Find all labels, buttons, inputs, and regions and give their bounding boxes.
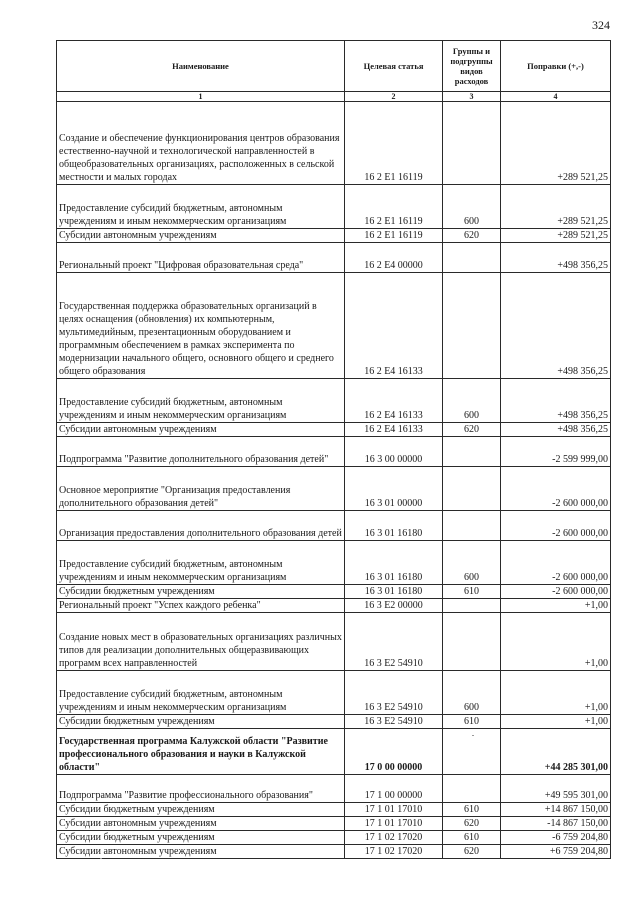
row-code: 16 3 E2 54910 bbox=[345, 613, 443, 671]
row-amount: +289 521,25 bbox=[501, 185, 611, 229]
row-code: 17 1 01 17010 bbox=[345, 803, 443, 817]
table-row bbox=[57, 437, 611, 467]
row-group bbox=[443, 102, 501, 185]
row-amount: -2 600 000,00 bbox=[501, 585, 611, 599]
row-code: 17 0 00 00000 bbox=[345, 729, 443, 775]
row-amount: +498 356,25 bbox=[501, 273, 611, 379]
row-code: 17 1 01 17010 bbox=[345, 817, 443, 831]
row-name: Создание и обеспечение функционирования центров образования естественно-научной и технологической направленностей в общеобразовательных организациях, расположенных в сельской местности и малых городах bbox=[57, 102, 345, 185]
row-name: Предоставление субсидий бюджетным, автономным учреждениям и иным некоммерческим организациям bbox=[57, 379, 345, 423]
row-code: 16 2 E4 16133 bbox=[345, 379, 443, 423]
row-name: Организация предоставления дополнительного образования детей bbox=[57, 511, 345, 541]
scan-speck bbox=[472, 735, 474, 736]
row-amount: +498 356,25 bbox=[501, 243, 611, 273]
column-number-1: 1 bbox=[57, 92, 345, 102]
table-row bbox=[57, 613, 611, 671]
row-code: 17 1 02 17020 bbox=[345, 845, 443, 859]
row-amount: +289 521,25 bbox=[501, 102, 611, 185]
row-amount: +289 521,25 bbox=[501, 229, 611, 243]
row-code: 17 1 00 00000 bbox=[345, 775, 443, 803]
row-group bbox=[443, 273, 501, 379]
row-group: 620 bbox=[443, 817, 501, 831]
scan-speck bbox=[100, 858, 102, 859]
row-group bbox=[443, 243, 501, 273]
row-name: Основное мероприятие "Организация предоставления дополнительного образования детей" bbox=[57, 467, 345, 511]
row-amount: +498 356,25 bbox=[501, 423, 611, 437]
table-row bbox=[57, 379, 611, 423]
column-number-row bbox=[57, 92, 611, 102]
table-row bbox=[57, 599, 611, 613]
row-amount: -2 600 000,00 bbox=[501, 511, 611, 541]
table-row bbox=[57, 729, 611, 775]
table-row bbox=[57, 585, 611, 599]
row-group bbox=[443, 467, 501, 511]
table-row bbox=[57, 467, 611, 511]
row-name: Государственная поддержка образовательных организаций в целях оснащения (обновления) их компьютерным, мультимедийным, презентационным оборудованием и программным обеспечением в рамках эксперимента по модернизации начального общего, основного общего и среднего общего образования bbox=[57, 273, 345, 379]
row-name: Субсидии автономным учреждениям bbox=[57, 817, 345, 831]
row-code: 16 2 E4 16133 bbox=[345, 423, 443, 437]
header-group: Группы и подгруппы видов расходов bbox=[443, 41, 501, 92]
row-group: 610 bbox=[443, 585, 501, 599]
row-group bbox=[443, 775, 501, 803]
table-row bbox=[57, 185, 611, 229]
row-group: 610 bbox=[443, 803, 501, 817]
row-code: 16 3 00 00000 bbox=[345, 437, 443, 467]
page-number: 324 bbox=[592, 18, 610, 32]
row-code: 16 2 E4 00000 bbox=[345, 243, 443, 273]
row-group bbox=[443, 613, 501, 671]
row-code: 16 2 E1 16119 bbox=[345, 229, 443, 243]
column-number-4: 4 bbox=[501, 92, 611, 102]
row-group bbox=[443, 511, 501, 541]
row-group: 600 bbox=[443, 379, 501, 423]
table-row bbox=[57, 803, 611, 817]
table-row bbox=[57, 541, 611, 585]
row-code: 16 2 E1 16119 bbox=[345, 102, 443, 185]
row-name: Субсидии бюджетным учреждениям bbox=[57, 715, 345, 729]
row-amount: -14 867 150,00 bbox=[501, 817, 611, 831]
table-row bbox=[57, 775, 611, 803]
row-group: 620 bbox=[443, 423, 501, 437]
row-amount: +49 595 301,00 bbox=[501, 775, 611, 803]
header-amount: Поправки (+,-) bbox=[501, 41, 611, 92]
row-group: 620 bbox=[443, 229, 501, 243]
row-name: Подпрограмма "Развитие профессионального образования" bbox=[57, 775, 345, 803]
row-code: 16 3 01 00000 bbox=[345, 467, 443, 511]
table-row bbox=[57, 423, 611, 437]
row-amount: +6 759 204,80 bbox=[501, 845, 611, 859]
budget-amendments-table bbox=[56, 40, 611, 859]
row-group: 600 bbox=[443, 671, 501, 715]
table-row bbox=[57, 102, 611, 185]
row-name: Субсидии автономным учреждениям bbox=[57, 845, 345, 859]
row-group bbox=[443, 599, 501, 613]
row-name: Региональный проект "Цифровая образовательная среда" bbox=[57, 243, 345, 273]
row-amount: -6 759 204,80 bbox=[501, 831, 611, 845]
table-row bbox=[57, 831, 611, 845]
table-row bbox=[57, 511, 611, 541]
row-group bbox=[443, 437, 501, 467]
row-group: 610 bbox=[443, 715, 501, 729]
row-amount: +1,00 bbox=[501, 671, 611, 715]
row-code: 16 3 01 16180 bbox=[345, 585, 443, 599]
row-group: 600 bbox=[443, 541, 501, 585]
table-row bbox=[57, 715, 611, 729]
row-name: Предоставление субсидий бюджетным, автономным учреждениям и иным некоммерческим организациям bbox=[57, 541, 345, 585]
table-row bbox=[57, 273, 611, 379]
row-amount: -2 599 999,00 bbox=[501, 437, 611, 467]
column-number-2: 2 bbox=[345, 92, 443, 102]
table-row bbox=[57, 243, 611, 273]
row-group: 610 bbox=[443, 831, 501, 845]
row-name: Государственная программа Калужской области "Развитие профессионального образования и науки в Калужской области" bbox=[57, 729, 345, 775]
row-amount: +1,00 bbox=[501, 715, 611, 729]
row-name: Региональный проект "Успех каждого ребенка" bbox=[57, 599, 345, 613]
row-code: 17 1 02 17020 bbox=[345, 831, 443, 845]
row-amount: +1,00 bbox=[501, 599, 611, 613]
row-name: Субсидии автономным учреждениям bbox=[57, 423, 345, 437]
row-name: Предоставление субсидий бюджетным, автономным учреждениям и иным некоммерческим организациям bbox=[57, 185, 345, 229]
row-name: Субсидии бюджетным учреждениям bbox=[57, 585, 345, 599]
header-code: Целевая статья bbox=[345, 41, 443, 92]
row-group: 600 bbox=[443, 185, 501, 229]
row-group: 620 bbox=[443, 845, 501, 859]
row-name: Субсидии бюджетным учреждениям bbox=[57, 803, 345, 817]
table-row bbox=[57, 229, 611, 243]
row-amount: +1,00 bbox=[501, 613, 611, 671]
row-amount: +498 356,25 bbox=[501, 379, 611, 423]
table-row bbox=[57, 817, 611, 831]
row-code: 16 3 E2 54910 bbox=[345, 671, 443, 715]
row-name: Субсидии автономным учреждениям bbox=[57, 229, 345, 243]
table-row bbox=[57, 845, 611, 859]
row-code: 16 3 E2 00000 bbox=[345, 599, 443, 613]
header-name: Наименование bbox=[57, 41, 345, 92]
row-amount: +44 285 301,00 bbox=[501, 729, 611, 775]
table-row bbox=[57, 671, 611, 715]
row-amount: -2 600 000,00 bbox=[501, 541, 611, 585]
row-name: Подпрограмма "Развитие дополнительного образования детей" bbox=[57, 437, 345, 467]
table-header-row bbox=[57, 41, 611, 92]
row-amount: -2 600 000,00 bbox=[501, 467, 611, 511]
row-code: 16 3 01 16180 bbox=[345, 511, 443, 541]
row-name: Создание новых мест в образовательных организациях различных типов для реализации дополнительных общеразвивающих программ всех направленностей bbox=[57, 613, 345, 671]
row-code: 16 2 E1 16119 bbox=[345, 185, 443, 229]
row-code: 16 3 E2 54910 bbox=[345, 715, 443, 729]
column-number-3: 3 bbox=[443, 92, 501, 102]
row-code: 16 3 01 16180 bbox=[345, 541, 443, 585]
row-name: Предоставление субсидий бюджетным, автономным учреждениям и иным некоммерческим организациям bbox=[57, 671, 345, 715]
row-amount: +14 867 150,00 bbox=[501, 803, 611, 817]
row-code: 16 2 E4 16133 bbox=[345, 273, 443, 379]
row-name: Субсидии бюджетным учреждениям bbox=[57, 831, 345, 845]
